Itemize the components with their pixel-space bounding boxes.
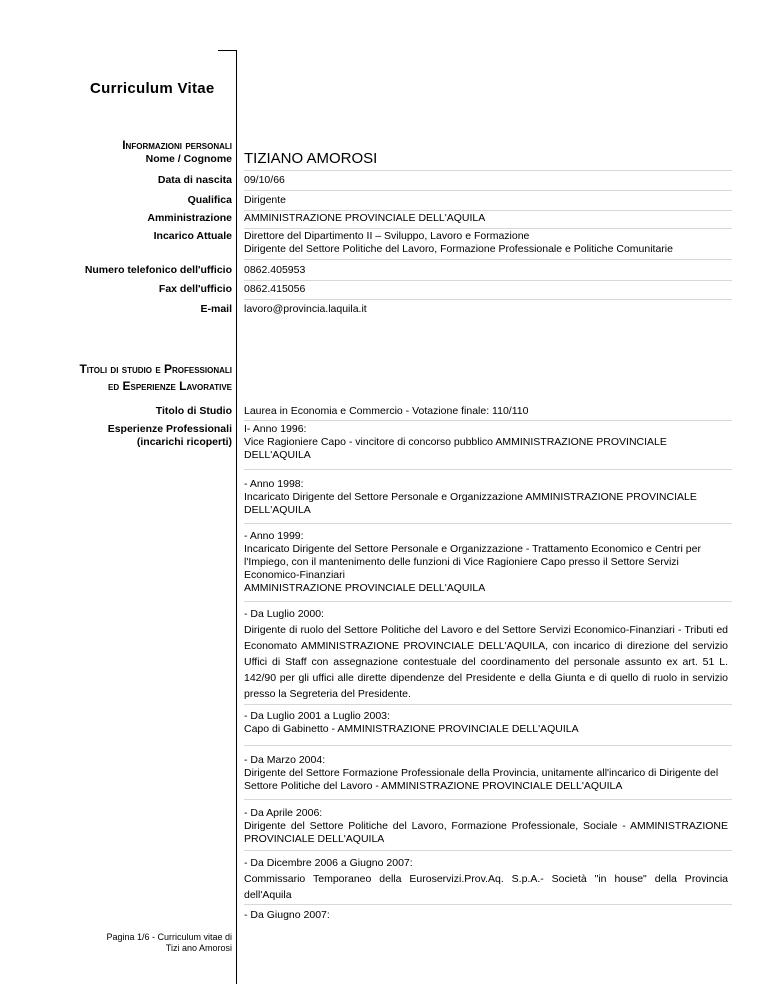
value-name: TIZIANO AMOROSI <box>244 150 378 167</box>
entry-body-line: Dirigente del Settore Formazione Professionale della Provincia, unitamente all'incarico di Dirigente del <box>244 767 719 779</box>
label-positions-held: (incarichi ricoperti) <box>136 436 232 448</box>
entry-body: Dirigente di ruolo del Settore Politiche del Lavoro e del Settore Servizi Economico-Finanziari - Tributi ed Economato AMMINISTRAZIONE PROVINCIALE DELL'AQUILA, con incarico di direzione del servizio Uffici di Staff con assegnazione contestuale del coordinamento del personale assunto ex art. 51 L. 142/90 per gli uffici alle dirette dipendenze del Presidente e della Giunta e di quello di ruolo in servizio presso la Segreteria del Presidente. <box>244 624 728 700</box>
entry-heading: - Da Luglio 2000: <box>244 608 324 620</box>
experience-entry <box>244 606 728 702</box>
entry-body: Commissario Temporaneo della Euroservizi.Prov.Aq. S.p.A.- Società "in house" della Provincia dell'Aquila <box>244 873 728 901</box>
entry-heading: - Anno 1999: <box>244 530 304 542</box>
page-title: Curriculum Vitae <box>90 80 215 97</box>
entry-body-line: Settore Politiche del Lavoro - AMMINISTRAZIONE PROVINCIALE DELL'AQUILA <box>244 780 623 792</box>
label-office-fax: Fax dell'ufficio <box>158 283 232 295</box>
label-study-title: Titolo di Studio <box>155 405 232 417</box>
separator <box>244 799 732 800</box>
entry-heading: - Da Giugno 2007: <box>244 909 330 921</box>
entry-heading: - Da Aprile 2006: <box>244 807 323 819</box>
vertical-rule <box>236 50 237 984</box>
entry-body-line: DELL'AQUILA <box>244 504 311 516</box>
page-footer <box>106 932 232 954</box>
label-office-phone: Numero telefonico dell'ufficio <box>84 264 232 276</box>
value-email: lavoro@provincia.laquila.it <box>244 303 367 315</box>
entry-heading: - Da Luglio 2001 a Luglio 2003: <box>244 710 390 722</box>
value-qualification: Dirigente <box>244 194 287 206</box>
experience-entry <box>244 855 728 903</box>
separator <box>244 704 732 705</box>
entry-heading: I- Anno 1996: <box>244 423 307 435</box>
separator <box>244 170 732 171</box>
separator <box>244 280 732 281</box>
separator <box>244 420 732 421</box>
section-titles-line2: ed Esperienze Lavorative <box>108 379 232 393</box>
footer-line: Tizi ano Amorosi <box>165 943 232 953</box>
experience-entry <box>244 530 728 595</box>
entry-body-line: Capo di Gabinetto - AMMINISTRAZIONE PROVINCIALE DELL'AQUILA <box>244 723 579 735</box>
label-name: Nome / Cognome <box>145 153 232 165</box>
entry-body-line: l'Impiego, con il mantenimento delle funzioni di Vice Ragioniere Capo presso il Settore Servizi <box>244 556 679 568</box>
experience-entry <box>244 478 728 517</box>
label-professional-experience: Esperienze Professionali <box>107 423 232 435</box>
experience-entry <box>244 423 728 462</box>
value-office-fax: 0862.415056 <box>244 283 306 295</box>
entry-body-line: Incaricato Dirigente del Settore Personale e Organizzazione - Trattamento Economico e Centri per <box>244 543 701 555</box>
separator <box>244 228 732 229</box>
value-current-role-line2: Dirigente del Settore Politiche del Lavoro, Formazione Professionale e Politiche Comunitarie <box>244 243 673 255</box>
entry-body-line: AMMINISTRAZIONE PROVINCIALE DELL'AQUILA <box>244 582 486 594</box>
entry-body-line: DELL'AQUILA <box>244 449 311 461</box>
value-birthdate: 09/10/66 <box>244 174 285 186</box>
separator <box>244 469 732 470</box>
entry-heading: - Anno 1998: <box>244 478 304 490</box>
footer-line: Pagina 1/6 - Curriculum vitae di <box>106 932 232 942</box>
separator <box>244 523 732 524</box>
separator <box>244 850 732 851</box>
label-birthdate: Data di nascita <box>157 174 232 186</box>
value-current-role-line1: Direttore del Dipartimento II – Sviluppo, Lavoro e Formazione <box>244 230 530 242</box>
entry-body-line: Economico-Finanziari <box>244 569 345 581</box>
label-email: E-mail <box>200 303 232 315</box>
separator <box>244 190 732 191</box>
value-study-title: Laurea in Economia e Commercio - Votazione finale: 110/110 <box>244 405 529 417</box>
entry-body-line: Incaricato Dirigente del Settore Personale e Organizzazione AMMINISTRAZIONE PROVINCIALE <box>244 491 697 503</box>
separator <box>244 601 732 602</box>
separator <box>244 904 732 905</box>
value-administration: AMMINISTRAZIONE PROVINCIALE DELL'AQUILA <box>244 212 486 224</box>
experience-entry <box>244 909 728 922</box>
experience-entry <box>244 710 728 736</box>
label-qualification: Qualifica <box>187 194 232 206</box>
separator <box>244 259 732 260</box>
entry-body: Dirigente del Settore Politiche del Lavoro, Formazione Professionale, Sociale - AMMINISTRAZIONE PROVINCIALE DELL'AQUILA <box>244 820 728 845</box>
separator <box>244 210 732 211</box>
experience-entry <box>244 807 728 846</box>
entry-body-line: Vice Ragioniere Capo - vincitore di concorso pubblico AMMINISTRAZIONE PROVINCIALE <box>244 436 667 448</box>
section-personal-info: Informazioni personali <box>122 138 232 152</box>
separator <box>244 299 732 300</box>
experience-entry <box>244 754 728 793</box>
entry-heading: - Da Marzo 2004: <box>244 754 326 766</box>
separator <box>244 745 732 746</box>
label-administration: Amministrazione <box>147 212 232 224</box>
entry-heading: - Da Dicembre 2006 a Giugno 2007: <box>244 857 413 869</box>
corner-rule <box>218 50 237 51</box>
value-office-phone: 0862.405953 <box>244 264 306 276</box>
label-current-role: Incarico Attuale <box>153 230 232 242</box>
section-titles-line1: Titoli di studio e Professionali <box>79 362 232 376</box>
